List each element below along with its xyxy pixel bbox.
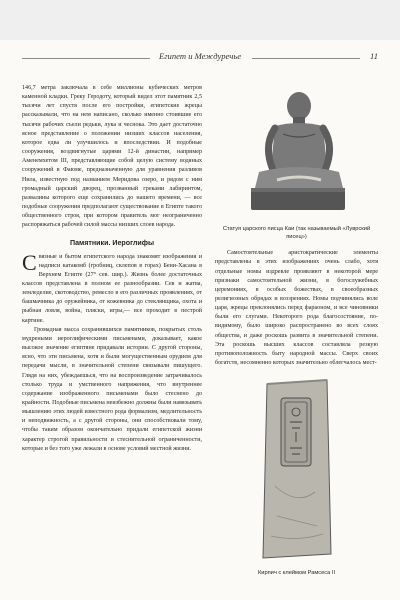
left-column	[22, 84, 202, 454]
drop-cap: С	[22, 249, 37, 275]
figure-brick-caption: Кирпич с клеймом Рамсеса II	[257, 570, 336, 577]
figure-brick-ramses	[215, 376, 378, 578]
brick-with-cartouche-image	[257, 376, 337, 562]
paragraph-beni-hasan-text: вязные и бытом египетского народа знакомят изображения и надписи катакомб (гробниц, склепов в горах) Бени-Хасана в Верхнем Египте (27° сев. шир.). Жизнь более достаточных классов представлена в полном ее разнообразии. Сев и жатва, земледелие, скотоводство, ремесло в его различных проявлениях, от башмачника до оружейника, от кожевника до стеклянщика, охота и рыбная ловля, война, пляски, игры,— все проходит в пестрой картине.	[22, 253, 202, 324]
right-column	[215, 84, 378, 578]
running-head	[0, 51, 400, 67]
page-number: 11	[370, 51, 378, 61]
section-title: Памятники. Иероглифы	[69, 238, 155, 247]
figure-scribe-caption: Статуя царского писца Каи (так называемый «Луврский писец»)	[222, 226, 371, 240]
seated-scribe-statue-image	[237, 84, 357, 218]
header-rule-right	[252, 58, 360, 59]
paragraph-pyramid: 146,7 метра заключала в себе миллионы кубических метров каменной кладки. Греку Геродоту, который видел этот памятник 2,5 тысячи лет спустя после его постройки, египетские жрецы рассказывали, что на нем написано, сколько именно стоившие его тысячи рабочих съели редьки, лука и чеснока. Это дает достаточно ясное представление о положении низших классов населения, которое едва ли улучшилось и впоследствии. И подобные сооружения, воздвигнутые царями 12-й династии, например Аменемхетом III, представляющие собой целую систему водяных сооружений в Фаюме, предназначенную для уравнения разливов Нила, известную под названием Меридова озеро, и рядом с ним громадный царский дворец, прозванный греками лабиринтом, развалины которого еще сохранились до нашего времени, — все подобные сооружения предполагают существование в Египте такого общественного строя, при котором правитель мог неограниченно распоряжаться рабочей силой массы низших слоев народа.	[22, 85, 202, 229]
paragraph-hieroglyphs: Громадная масса сохранившихся памятников, покрытых столь мудреными иероглифическими письменами, доказывает, какое высокое значение египтяне придавали истории. С другой стороны, ясно, что эти письмена, хотя и были могущественным орудием для передачи мысли, в значительной степени связывали пишущего. Глядя на них, убеждаешься, что на воспроизведение затрачивалось столько труда и умственного напряжения, что внутреннее содержание изображенного письменами было стеснено до крайности. Подобные письмена неизбежно должны были навязывать мышлению этих людей известного рода формализм, медлительность и неподвижность, а с другой стороны, они способствовали тому, чтобы таким образом окончательно придали египетской жизни характер строгой правильности и стеснительной ограниченности, которые и без того уже лежали в основе условий местной жизни.	[22, 326, 202, 452]
paragraph-aristocracy: Самостоятельные аристократические элементы представлены в этих изображениях очень слабо, хотя отдельные номы издревле проявляют в некоторой мере признаки самостоятельной жизни, в богослужебных церемониях, в особых божествах, в своеобразных религиозных обрядах и воззрениях. Номы подчинялись воле царя, жрецы преклонялись перед фараоном, и все чиновники были его слугами. Некоторого рода благосостояние, по-видимому, было широко распространено во всех слоях общества, и даже роскошь развита в значительной степени. Эта роскошь высших классов составляла резкую противоположность быту народной массы. Сверх своих богатств, несомненно которых значительно облегчалось мест-	[215, 250, 378, 367]
header-title: Египет и Междуречье	[158, 51, 242, 61]
book-page	[0, 40, 400, 600]
paragraph-beni-hasan	[22, 249, 202, 326]
figure-scribe-statue	[215, 84, 378, 241]
viewer-top-margin	[0, 0, 400, 40]
